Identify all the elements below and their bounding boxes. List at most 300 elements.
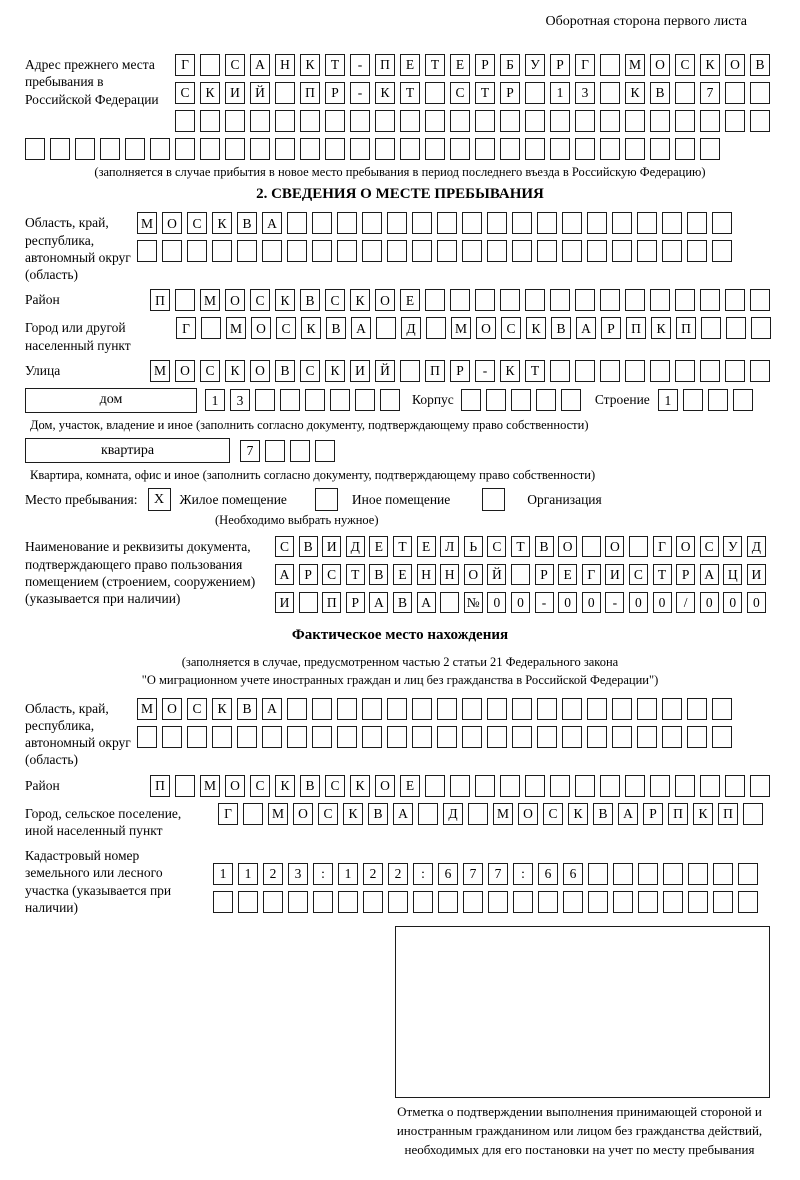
char-box[interactable]: [255, 389, 275, 411]
char-box[interactable]: -: [605, 592, 624, 613]
char-box[interactable]: В: [237, 212, 257, 234]
char-box[interactable]: Р: [601, 317, 621, 339]
char-box[interactable]: Т: [475, 82, 495, 104]
char-box[interactable]: К: [693, 803, 713, 825]
char-box[interactable]: 3: [230, 389, 250, 411]
char-box[interactable]: [687, 212, 707, 234]
char-box[interactable]: В: [299, 536, 318, 557]
char-box[interactable]: [475, 289, 495, 311]
char-box[interactable]: М: [200, 289, 220, 311]
char-box[interactable]: [440, 592, 459, 613]
char-box[interactable]: [425, 775, 445, 797]
char-box[interactable]: [675, 775, 695, 797]
char-box[interactable]: 1: [205, 389, 225, 411]
char-box[interactable]: [200, 138, 220, 160]
char-box[interactable]: В: [369, 564, 388, 585]
char-box[interactable]: [337, 698, 357, 720]
char-box[interactable]: Е: [400, 54, 420, 76]
char-box[interactable]: 7: [488, 863, 508, 885]
char-box[interactable]: В: [535, 536, 554, 557]
char-box[interactable]: [362, 212, 382, 234]
char-box[interactable]: С: [187, 212, 207, 234]
char-box[interactable]: А: [351, 317, 371, 339]
char-box[interactable]: [512, 726, 532, 748]
char-box[interactable]: [475, 110, 495, 132]
char-box[interactable]: [450, 775, 470, 797]
char-box[interactable]: [562, 240, 582, 262]
char-box[interactable]: [212, 726, 232, 748]
char-box[interactable]: О: [251, 317, 271, 339]
char-box[interactable]: [50, 138, 70, 160]
char-box[interactable]: В: [551, 317, 571, 339]
char-box[interactable]: Н: [440, 564, 459, 585]
char-box[interactable]: 6: [438, 863, 458, 885]
char-box[interactable]: [525, 110, 545, 132]
char-box[interactable]: [738, 863, 758, 885]
char-box[interactable]: [299, 592, 318, 613]
char-box[interactable]: 1: [238, 863, 258, 885]
char-box[interactable]: [337, 212, 357, 234]
char-box[interactable]: [587, 240, 607, 262]
char-box[interactable]: Е: [400, 289, 420, 311]
char-box[interactable]: :: [313, 863, 333, 885]
char-box[interactable]: 0: [487, 592, 506, 613]
char-box[interactable]: [275, 110, 295, 132]
char-box[interactable]: [625, 775, 645, 797]
char-box[interactable]: О: [162, 212, 182, 234]
char-box[interactable]: [137, 726, 157, 748]
char-box[interactable]: [750, 360, 770, 382]
char-box[interactable]: В: [300, 289, 320, 311]
char-box[interactable]: А: [417, 592, 436, 613]
char-box[interactable]: [637, 212, 657, 234]
char-box[interactable]: [587, 212, 607, 234]
char-box[interactable]: О: [605, 536, 624, 557]
char-box[interactable]: [375, 138, 395, 160]
char-box[interactable]: [712, 726, 732, 748]
char-box[interactable]: П: [300, 82, 320, 104]
char-box[interactable]: [733, 389, 753, 411]
char-box[interactable]: [150, 138, 170, 160]
char-box[interactable]: №: [464, 592, 483, 613]
char-box[interactable]: Ц: [723, 564, 742, 585]
char-box[interactable]: С: [450, 82, 470, 104]
char-box[interactable]: [708, 389, 728, 411]
char-box[interactable]: М: [625, 54, 645, 76]
char-box[interactable]: Е: [417, 536, 436, 557]
char-box[interactable]: Р: [299, 564, 318, 585]
char-box[interactable]: А: [275, 564, 294, 585]
char-box[interactable]: К: [625, 82, 645, 104]
char-box[interactable]: У: [723, 536, 742, 557]
char-box[interactable]: 7: [700, 82, 720, 104]
char-box[interactable]: [550, 360, 570, 382]
char-box[interactable]: -: [350, 82, 370, 104]
char-box[interactable]: Р: [535, 564, 554, 585]
char-box[interactable]: [400, 110, 420, 132]
char-box[interactable]: [305, 389, 325, 411]
char-box[interactable]: Р: [346, 592, 365, 613]
char-box[interactable]: М: [137, 212, 157, 234]
char-box[interactable]: [537, 212, 557, 234]
char-box[interactable]: Р: [475, 54, 495, 76]
char-box[interactable]: [75, 138, 95, 160]
char-box[interactable]: [437, 726, 457, 748]
char-box[interactable]: И: [225, 82, 245, 104]
char-box[interactable]: А: [262, 212, 282, 234]
char-box[interactable]: В: [300, 775, 320, 797]
char-box[interactable]: П: [626, 317, 646, 339]
char-box[interactable]: К: [275, 775, 295, 797]
char-box[interactable]: [525, 138, 545, 160]
char-box[interactable]: А: [262, 698, 282, 720]
char-box[interactable]: [312, 240, 332, 262]
char-box[interactable]: [688, 863, 708, 885]
char-box[interactable]: /: [676, 592, 695, 613]
char-box[interactable]: О: [250, 360, 270, 382]
char-box[interactable]: [486, 389, 506, 411]
char-box[interactable]: [425, 138, 445, 160]
char-box[interactable]: [750, 82, 770, 104]
char-box[interactable]: 1: [550, 82, 570, 104]
char-box[interactable]: [662, 212, 682, 234]
char-box[interactable]: А: [618, 803, 638, 825]
char-box[interactable]: Р: [676, 564, 695, 585]
char-box[interactable]: В: [368, 803, 388, 825]
char-box[interactable]: [675, 360, 695, 382]
char-box[interactable]: Т: [511, 536, 530, 557]
char-box[interactable]: Й: [487, 564, 506, 585]
char-box[interactable]: Д: [401, 317, 421, 339]
char-box[interactable]: А: [369, 592, 388, 613]
char-box[interactable]: [751, 317, 771, 339]
char-box[interactable]: 0: [723, 592, 742, 613]
char-box[interactable]: [562, 726, 582, 748]
char-box[interactable]: [638, 863, 658, 885]
char-box[interactable]: [387, 212, 407, 234]
char-box[interactable]: [355, 389, 375, 411]
char-box[interactable]: [550, 775, 570, 797]
char-box[interactable]: [237, 240, 257, 262]
char-box[interactable]: П: [375, 54, 395, 76]
char-box[interactable]: [315, 440, 335, 462]
char-box[interactable]: Т: [400, 82, 420, 104]
char-box[interactable]: [612, 212, 632, 234]
char-box[interactable]: [280, 389, 300, 411]
char-box[interactable]: [250, 110, 270, 132]
char-box[interactable]: [700, 138, 720, 160]
char-box[interactable]: Г: [575, 54, 595, 76]
char-box[interactable]: -: [535, 592, 554, 613]
char-box[interactable]: [612, 240, 632, 262]
char-box[interactable]: [287, 240, 307, 262]
char-box[interactable]: 0: [558, 592, 577, 613]
char-box[interactable]: 7: [240, 440, 260, 462]
char-box[interactable]: 0: [629, 592, 648, 613]
char-box[interactable]: 2: [388, 863, 408, 885]
char-box[interactable]: М: [226, 317, 246, 339]
char-box[interactable]: [450, 289, 470, 311]
char-box[interactable]: О: [464, 564, 483, 585]
char-box[interactable]: 0: [747, 592, 766, 613]
char-box[interactable]: [663, 891, 683, 913]
char-box[interactable]: Г: [175, 54, 195, 76]
char-box[interactable]: Е: [393, 564, 412, 585]
char-box[interactable]: [512, 698, 532, 720]
char-box[interactable]: [500, 775, 520, 797]
char-box[interactable]: [287, 726, 307, 748]
char-box[interactable]: С: [250, 289, 270, 311]
char-box[interactable]: [625, 289, 645, 311]
char-box[interactable]: С: [318, 803, 338, 825]
char-box[interactable]: М: [200, 775, 220, 797]
char-box[interactable]: Б: [500, 54, 520, 76]
char-box[interactable]: Е: [450, 54, 470, 76]
char-box[interactable]: [362, 726, 382, 748]
char-box[interactable]: С: [187, 698, 207, 720]
char-box[interactable]: [537, 698, 557, 720]
char-box[interactable]: [662, 698, 682, 720]
char-box[interactable]: [600, 138, 620, 160]
char-box[interactable]: К: [301, 317, 321, 339]
char-box[interactable]: [687, 698, 707, 720]
char-box[interactable]: [500, 138, 520, 160]
char-box[interactable]: [462, 726, 482, 748]
char-box[interactable]: О: [375, 775, 395, 797]
char-box[interactable]: [650, 110, 670, 132]
char-box[interactable]: [412, 726, 432, 748]
char-box[interactable]: [675, 82, 695, 104]
char-box[interactable]: А: [250, 54, 270, 76]
char-box[interactable]: С: [250, 775, 270, 797]
char-box[interactable]: [175, 775, 195, 797]
char-box[interactable]: С: [487, 536, 506, 557]
char-box[interactable]: [462, 240, 482, 262]
char-box[interactable]: [162, 240, 182, 262]
char-box[interactable]: В: [393, 592, 412, 613]
char-box[interactable]: [725, 289, 745, 311]
char-box[interactable]: [437, 212, 457, 234]
char-box[interactable]: Л: [440, 536, 459, 557]
char-box[interactable]: [387, 240, 407, 262]
char-box[interactable]: [175, 289, 195, 311]
char-box[interactable]: [712, 698, 732, 720]
char-box[interactable]: [575, 775, 595, 797]
char-box[interactable]: [512, 240, 532, 262]
char-box[interactable]: П: [150, 775, 170, 797]
char-box[interactable]: Г: [582, 564, 601, 585]
char-box[interactable]: М: [268, 803, 288, 825]
char-box[interactable]: [561, 389, 581, 411]
char-box[interactable]: [750, 110, 770, 132]
char-box[interactable]: К: [700, 54, 720, 76]
char-box[interactable]: [425, 289, 445, 311]
char-box[interactable]: И: [605, 564, 624, 585]
char-box[interactable]: [687, 726, 707, 748]
char-box[interactable]: [550, 110, 570, 132]
char-box[interactable]: [587, 698, 607, 720]
char-box[interactable]: Р: [450, 360, 470, 382]
char-box[interactable]: [575, 110, 595, 132]
char-box[interactable]: С: [629, 564, 648, 585]
char-box[interactable]: С: [275, 536, 294, 557]
char-box[interactable]: [637, 726, 657, 748]
char-box[interactable]: [212, 240, 232, 262]
char-box[interactable]: [575, 138, 595, 160]
char-box[interactable]: [287, 212, 307, 234]
char-box[interactable]: [675, 289, 695, 311]
checkbox-zhiloe[interactable]: X: [148, 488, 171, 511]
char-box[interactable]: [725, 775, 745, 797]
char-box[interactable]: [625, 138, 645, 160]
char-box[interactable]: [537, 240, 557, 262]
char-box[interactable]: [536, 389, 556, 411]
char-box[interactable]: 2: [363, 863, 383, 885]
char-box[interactable]: [290, 440, 310, 462]
char-box[interactable]: М: [137, 698, 157, 720]
char-box[interactable]: [600, 82, 620, 104]
char-box[interactable]: 0: [511, 592, 530, 613]
char-box[interactable]: К: [212, 212, 232, 234]
char-box[interactable]: [313, 891, 333, 913]
char-box[interactable]: [487, 726, 507, 748]
char-box[interactable]: [243, 803, 263, 825]
char-box[interactable]: [350, 110, 370, 132]
char-box[interactable]: О: [175, 360, 195, 382]
char-box[interactable]: [400, 360, 420, 382]
char-box[interactable]: Н: [417, 564, 436, 585]
char-box[interactable]: [463, 891, 483, 913]
char-box[interactable]: О: [293, 803, 313, 825]
char-box[interactable]: О: [162, 698, 182, 720]
char-box[interactable]: [262, 240, 282, 262]
char-box[interactable]: О: [375, 289, 395, 311]
char-box[interactable]: [100, 138, 120, 160]
char-box[interactable]: [437, 698, 457, 720]
char-box[interactable]: [512, 212, 532, 234]
char-box[interactable]: У: [525, 54, 545, 76]
char-box[interactable]: 6: [538, 863, 558, 885]
char-box[interactable]: П: [150, 289, 170, 311]
char-box[interactable]: П: [668, 803, 688, 825]
char-box[interactable]: 1: [213, 863, 233, 885]
char-box[interactable]: [425, 82, 445, 104]
char-box[interactable]: [500, 289, 520, 311]
char-box[interactable]: [238, 891, 258, 913]
char-box[interactable]: 6: [563, 863, 583, 885]
char-box[interactable]: О: [225, 775, 245, 797]
char-box[interactable]: -: [350, 54, 370, 76]
char-box[interactable]: И: [350, 360, 370, 382]
char-box[interactable]: [437, 240, 457, 262]
char-box[interactable]: Е: [558, 564, 577, 585]
char-box[interactable]: [25, 138, 45, 160]
char-box[interactable]: [337, 240, 357, 262]
char-box[interactable]: [287, 698, 307, 720]
char-box[interactable]: Р: [550, 54, 570, 76]
char-box[interactable]: П: [718, 803, 738, 825]
char-box[interactable]: А: [393, 803, 413, 825]
char-box[interactable]: С: [543, 803, 563, 825]
char-box[interactable]: [487, 698, 507, 720]
char-box[interactable]: [537, 726, 557, 748]
char-box[interactable]: [612, 698, 632, 720]
char-box[interactable]: С: [322, 564, 341, 585]
char-box[interactable]: :: [413, 863, 433, 885]
char-box[interactable]: А: [700, 564, 719, 585]
char-box[interactable]: [387, 698, 407, 720]
char-box[interactable]: И: [275, 592, 294, 613]
char-box[interactable]: :: [513, 863, 533, 885]
char-box[interactable]: [637, 240, 657, 262]
char-box[interactable]: [200, 54, 220, 76]
char-box[interactable]: С: [225, 54, 245, 76]
char-box[interactable]: К: [325, 360, 345, 382]
char-box[interactable]: 0: [653, 592, 672, 613]
char-box[interactable]: К: [651, 317, 671, 339]
char-box[interactable]: К: [568, 803, 588, 825]
char-box[interactable]: К: [500, 360, 520, 382]
char-box[interactable]: [413, 891, 433, 913]
char-box[interactable]: Т: [325, 54, 345, 76]
char-box[interactable]: К: [275, 289, 295, 311]
char-box[interactable]: [275, 138, 295, 160]
char-box[interactable]: С: [501, 317, 521, 339]
char-box[interactable]: Г: [653, 536, 672, 557]
char-box[interactable]: [625, 360, 645, 382]
char-box[interactable]: С: [675, 54, 695, 76]
char-box[interactable]: [650, 360, 670, 382]
char-box[interactable]: -: [475, 360, 495, 382]
char-box[interactable]: [663, 863, 683, 885]
char-box[interactable]: 1: [658, 389, 678, 411]
char-box[interactable]: 7: [463, 863, 483, 885]
char-box[interactable]: Т: [393, 536, 412, 557]
char-box[interactable]: К: [300, 54, 320, 76]
char-box[interactable]: [187, 726, 207, 748]
char-box[interactable]: О: [676, 536, 695, 557]
char-box[interactable]: [312, 212, 332, 234]
char-box[interactable]: Г: [218, 803, 238, 825]
char-box[interactable]: [412, 240, 432, 262]
checkbox-organizatsiya[interactable]: [482, 488, 505, 511]
char-box[interactable]: П: [676, 317, 696, 339]
char-box[interactable]: М: [451, 317, 471, 339]
char-box[interactable]: [750, 289, 770, 311]
char-box[interactable]: [363, 891, 383, 913]
char-box[interactable]: [400, 138, 420, 160]
char-box[interactable]: О: [725, 54, 745, 76]
char-box[interactable]: [588, 863, 608, 885]
char-box[interactable]: [662, 240, 682, 262]
char-box[interactable]: [700, 289, 720, 311]
char-box[interactable]: [725, 82, 745, 104]
char-box[interactable]: [338, 891, 358, 913]
char-box[interactable]: [201, 317, 221, 339]
char-box[interactable]: Т: [653, 564, 672, 585]
char-box[interactable]: [225, 138, 245, 160]
char-box[interactable]: [600, 289, 620, 311]
char-box[interactable]: [487, 240, 507, 262]
char-box[interactable]: [738, 891, 758, 913]
char-box[interactable]: [425, 110, 445, 132]
char-box[interactable]: [587, 726, 607, 748]
char-box[interactable]: [376, 317, 396, 339]
char-box[interactable]: [418, 803, 438, 825]
char-box[interactable]: К: [200, 82, 220, 104]
char-box[interactable]: К: [350, 775, 370, 797]
char-box[interactable]: [350, 138, 370, 160]
